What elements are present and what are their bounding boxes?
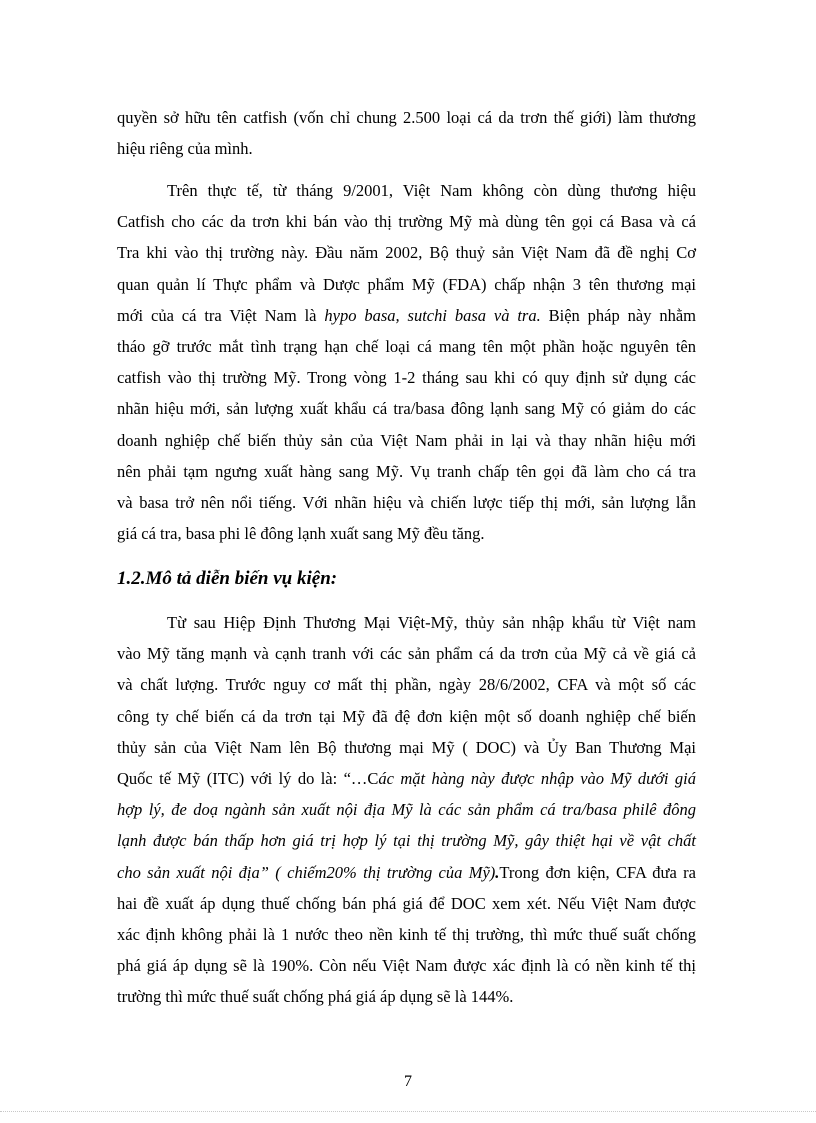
- p3-segment-italic: ác mặt hàng này được nhập vào Mỹ dưới giá: [378, 769, 696, 788]
- p3-segment-italic: cho sản xuất nội địa” ( chiếm20% thị trường của Mỹ): [117, 862, 496, 882]
- p2-line: Catfish cho các da trơn khi bán vào thị trường Mỹ mà dùng tên gọi cá Basa và cá: [117, 212, 696, 232]
- p3-segment-italic: lạnh được bán thấp hơn giá trị hợp lý tại thị trường Mỹ, gây thiệt hại về vật chất: [117, 831, 696, 851]
- p2-line: doanh nghiệp chế biến thủy sản của Việt Nam phải in lại và thay nhãn hiệu mới: [117, 430, 696, 450]
- p2-line: nhãn hiệu mới, sản lượng xuất khẩu cá tra/basa đông lạnh sang Mỹ có giảm do các: [117, 399, 696, 419]
- p2-line: Tra khi vào thị trường này. Đầu năm 2002, Bộ thuỷ sản Việt Nam đã đề nghị Cơ: [117, 243, 696, 263]
- p1-line: hiệu riêng của mình.: [117, 139, 253, 159]
- p2-line: tháo gỡ trước mắt tình trạng hạn chế loại cá mang tên một phần hoặc nguyên tên: [117, 337, 696, 356]
- p3-line: hai đề xuất áp dụng thuế chống bán phá giá để DOC xem xét. Nếu Việt Nam được: [117, 893, 696, 913]
- p3-line: phá giá áp dụng sẽ là 190%. Còn nếu Việt Nam được xác định là có nền kinh tế thị: [117, 956, 696, 976]
- p2-line: [117, 300, 696, 331]
- p3-line: và chất lượng. Trước nguy cơ mất thị phần, ngày 28/6/2002, CFA và một số các: [117, 675, 696, 695]
- p2-line: nên phải tạm ngưng xuất hàng sang Mỹ. Vụ tranh chấp tên gọi đã làm cho cá tra: [117, 461, 696, 481]
- p2-line: quan quản lí Thực phẩm và Dược phẩm Mỹ (FDA) chấp nhận 3 tên thương mại: [117, 274, 696, 294]
- p3-line: Từ sau Hiệp Định Thương Mại Việt-Mỹ, thủy sản nhập khẩu từ Việt nam: [167, 613, 696, 632]
- p3-line: trường thì mức thuế suất chống phá giá áp dụng sẽ là 144%.: [117, 987, 514, 1007]
- p2-segment-italic: hypo basa, sutchi basa và tra.: [324, 305, 541, 325]
- p2-segment-regular: Biện pháp này nhằm: [540, 305, 696, 325]
- p2-segment-regular: mới của cá tra Việt Nam là: [117, 305, 325, 325]
- p3-line: thủy sản của Việt Nam lên Bộ thương mại Mỹ ( DOC) và Ủy Ban Thương Mại: [117, 737, 696, 757]
- p1-line: quyền sở hữu tên catfish (vốn chỉ chung 2.500 loại cá da trơn thế giới) làm thương: [117, 108, 696, 127]
- footer-divider: [0, 1111, 816, 1112]
- p3-line: công ty chế biến cá da trơn tại Mỹ đã đệ đơn kiện một số doanh nghiệp chế biến: [117, 706, 696, 726]
- p2-line: giá cá tra, basa phi lê đông lạnh xuất sang Mỹ đều tăng.: [117, 524, 485, 544]
- p3-segment-bold-italic: .: [495, 862, 500, 882]
- p3-line: [117, 763, 696, 794]
- p3-segment-regular: Trong đơn kiện, CFA đưa ra: [499, 862, 696, 882]
- p3-line: vào Mỹ tăng mạnh và cạnh tranh với các sản phẩm cá da trơn của Mỹ cả về giá cả: [117, 644, 696, 664]
- page-number: 7: [404, 1073, 412, 1090]
- p3-line: xác định không phải là 1 nước theo nền kinh tế thị trường, thì mức thuế suất chống: [117, 925, 696, 944]
- p3-line: [117, 794, 696, 825]
- section-heading: 1.2.Mô tả diễn biến vụ kiện:: [117, 568, 338, 589]
- p3-segment-italic: hợp lý, đe doạ ngành sản xuất nội địa Mỹ là các sản phẩm cá tra/basa philê đông: [117, 800, 696, 820]
- p2-line: và basa trở nên nổi tiếng. Với nhãn hiệu và chiến lược tiếp thị mới, sản lượng lẫn: [117, 493, 696, 512]
- p2-line: Trên thực tế, từ tháng 9/2001, Việt Nam không còn dùng thương hiệu: [167, 181, 696, 200]
- p3-line: [117, 857, 696, 888]
- p2-line: catfish vào thị trường Mỹ. Trong vòng 1-2 tháng sau khi có quy định sử dụng các: [117, 368, 696, 388]
- p3-segment-regular: Quốc tế Mỹ (ITC) với lý do là: “…C: [117, 769, 379, 788]
- p3-line: [117, 825, 696, 856]
